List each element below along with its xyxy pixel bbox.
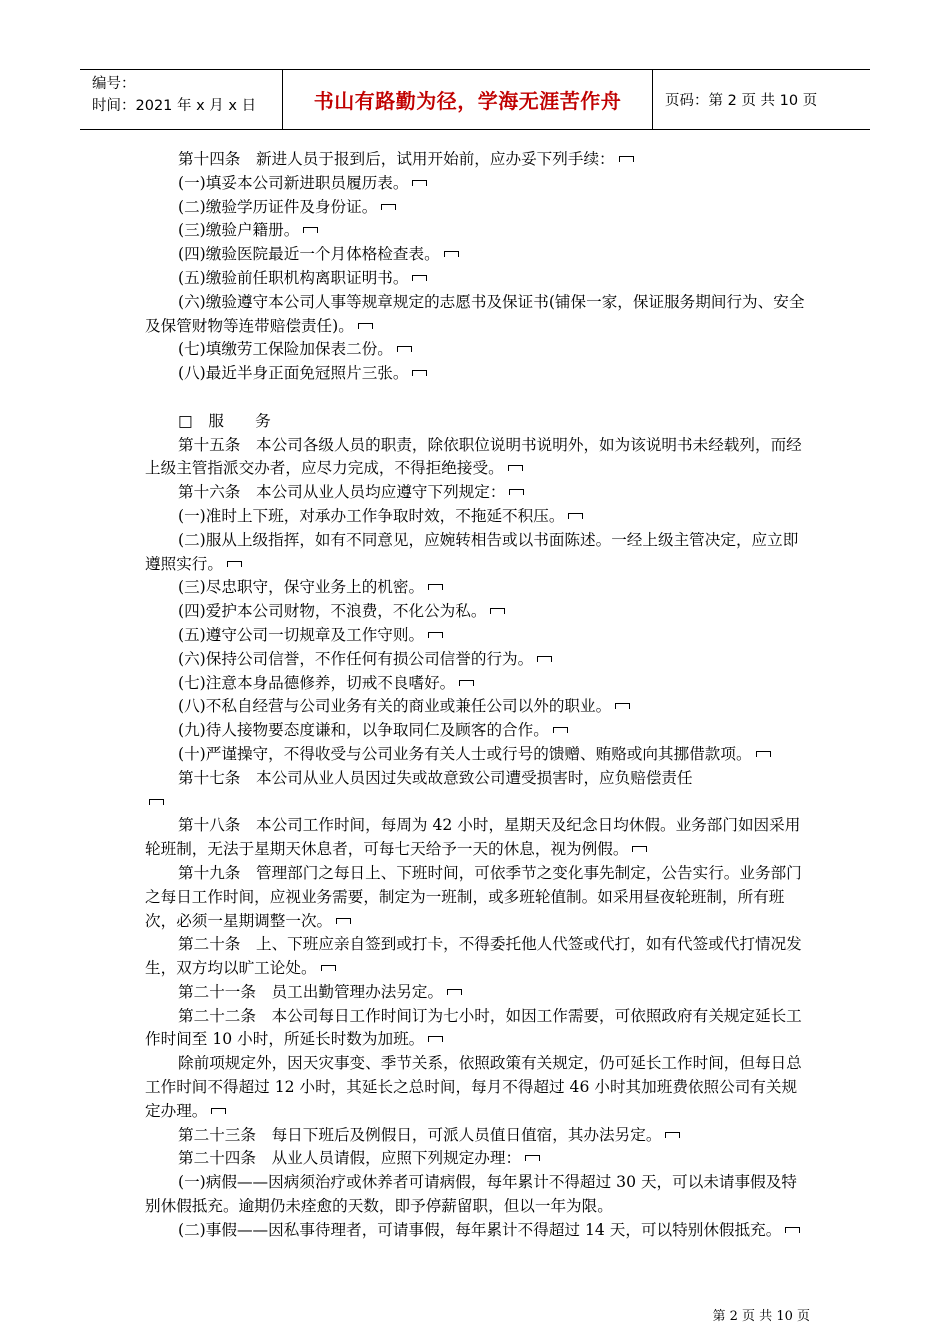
paragraph <box>145 338 810 362</box>
paragraph <box>145 1005 810 1053</box>
paragraph-mark-icon <box>321 965 336 971</box>
paragraph-mark-icon <box>381 204 396 210</box>
paragraph <box>145 814 810 862</box>
header-motto: 书山有路勤为径，学海无涯苦作舟 <box>283 70 653 129</box>
paragraph-mark-icon <box>508 465 523 471</box>
paragraph-text: 第十五条 本公司各级人员的职责，除依职位说明书说明外，如为该说明书未经载列，而经上级主管指派交办者，应尽力完成，不得拒绝接受。 <box>145 435 802 478</box>
paragraph-mark-icon <box>358 323 373 329</box>
paragraph-text: (四)缴验医院最近一个月体格检查表。 <box>178 245 440 264</box>
blank-line <box>145 386 810 410</box>
paragraph <box>145 576 810 600</box>
paragraph-text: (二)缴验学历证件及身份证。 <box>178 197 378 216</box>
paragraph-mark-icon <box>428 632 443 638</box>
document-date: 时间：2021 年 x 月 x 日 <box>92 98 257 114</box>
paragraph-text: (二)事假——因私事待理者，可请事假，每年累计不得超过 14 天，可以特别休假抵充。 <box>178 1220 782 1239</box>
paragraph-text: 第十六条 本公司从业人员均应遵守下列规定： <box>178 483 506 502</box>
paragraph-mark-icon <box>149 799 164 805</box>
paragraph-text: (五)缴验前任职机构离职证明书。 <box>178 268 409 287</box>
paragraph <box>145 767 810 791</box>
paragraph-text: (七)注意本身品德修养，切戒不良嗜好。 <box>178 673 456 692</box>
paragraph-text: (六)缴验遵守本公司人事等规章规定的志愿书及保证书(铺保一家，保证服务期间行为、安全及保管财物等连带赔偿责任)。 <box>145 292 805 335</box>
header-meta <box>80 70 283 129</box>
paragraph-mark-icon <box>336 918 351 924</box>
paragraph-mark-icon <box>459 680 474 686</box>
paragraph-mark-icon <box>428 584 443 590</box>
paragraph-mark-icon <box>553 727 568 733</box>
paragraph-mark-icon <box>615 703 630 709</box>
paragraph-text: 第二十二条 本公司每日工作时间订为七小时，如因工作需要，可依照政府有关规定延长工作时间至 10 小时，所延长时数为加班。 <box>145 1006 802 1049</box>
paragraph <box>145 196 810 220</box>
paragraph-text: (三)缴验户籍册。 <box>178 221 300 240</box>
paragraph-text: (九)待人接物要态度谦和，以争取同仁及顾客的合作。 <box>178 721 549 740</box>
paragraph-text: (三)尽忠职守，保守业务上的机密。 <box>178 578 425 597</box>
page-header <box>80 69 870 130</box>
paragraph <box>145 648 810 672</box>
paragraph <box>145 148 810 172</box>
paragraph-text: 第二十四条 从业人员请假，应照下列规定办理： <box>178 1149 522 1168</box>
header-page-number: 页码：第 2 页 共 10 页 <box>665 93 818 109</box>
paragraph-text: 第二十三条 每日下班后及例假日，可派人员值日值宿，其办法另定。 <box>178 1125 662 1144</box>
paragraph <box>145 672 810 696</box>
paragraph <box>145 291 810 339</box>
paragraph <box>145 434 810 482</box>
paragraph <box>145 362 810 386</box>
paragraph-text: (八)最近半身正面免冠照片三张。 <box>178 364 409 383</box>
paragraph-text: (四)爱护本公司财物，不浪费，不化公为私。 <box>178 602 487 621</box>
paragraph <box>145 1147 810 1171</box>
paragraph <box>145 933 810 981</box>
paragraph <box>145 219 810 243</box>
paragraph <box>145 1124 810 1148</box>
paragraph-mark-icon <box>632 846 647 852</box>
paragraph-text: (八)不私自经营与公司业务有关的商业或兼任公司以外的职业。 <box>178 697 612 716</box>
paragraph-mark-icon <box>537 656 552 662</box>
paragraph-text: 除前项规定外，因天灾事变、季节关系，依照政策有关规定，仍可延长工作时间，但每日总工作时间不得超过 12 小时，其延长之总时间，每月不得超过 46 小时其加班费依照公司有关规定办理。 <box>145 1054 802 1120</box>
paragraph-text: (七)填缴劳工保险加保表二份。 <box>178 340 393 359</box>
paragraph <box>145 505 810 529</box>
paragraph <box>145 172 810 196</box>
paragraph-text: (一)填妥本公司新进职员履历表。 <box>178 173 409 192</box>
paragraph-mark-icon <box>444 251 459 257</box>
paragraph-text: (一)准时上下班，对承办工作争取时效，不拖延不积压。 <box>178 506 565 525</box>
paragraph <box>145 624 810 648</box>
paragraph <box>145 862 810 933</box>
paragraph-text: (二)服从上级指挥，如有不同意见，应婉转相告或以书面陈述。一经上级主管决定，应立即遵照实行。 <box>145 530 799 573</box>
paragraph-text: (一)病假——因病须治疗或休养者可请病假，每年累计不得超过 30 天，可以未请事假及特别休假抵充。逾期仍未痊愈的天数，即予停薪留职，但以一年为限。 <box>145 1173 797 1216</box>
paragraph-text: 第二十条 上、下班应亲自签到或打卡，不得委托他人代签或代打，如有代签或代打情况发生，双方均以旷工论处。 <box>145 935 802 978</box>
paragraph-mark-icon <box>412 275 427 281</box>
paragraph <box>145 719 810 743</box>
paragraph <box>145 529 810 577</box>
paragraph-text: 第十九条 管理部门之每日上、下班时间，可依季节之变化事先制定，公告实行。业务部门之每日工作时间，应视业务需要，制定为一班制，或多班轮值制。如采用昼夜轮班制，所有班次，必须一星期调整一次。 <box>145 863 802 930</box>
paragraph <box>145 1171 810 1219</box>
paragraph <box>145 481 810 505</box>
paragraph <box>145 695 810 719</box>
paragraph-text: (十)严谨操守，不得收受与公司业务有关人士或行号的馈赠、贿赂或向其挪借款项。 <box>178 744 752 763</box>
paragraph-text: 第十八条 本公司工作时间，每周为 42 小时，星期天及纪念日均休假。业务部门如因采用轮班制，无法于星期天休息者，可每七天给予一天的休息，视为例假。 <box>145 816 801 859</box>
paragraph <box>145 791 810 815</box>
paragraph-mark-icon <box>619 156 634 162</box>
paragraph <box>145 267 810 291</box>
paragraph <box>145 410 810 434</box>
paragraph-mark-icon <box>525 1155 540 1161</box>
paragraph-mark-icon <box>509 489 524 495</box>
paragraph-mark-icon <box>568 513 583 519</box>
paragraph-text: (五)遵守公司一切规章及工作守则。 <box>178 625 425 644</box>
paragraph <box>145 1052 810 1123</box>
paragraph-text: (六)保持公司信誉，不作任何有损公司信誉的行为。 <box>178 649 534 668</box>
document-body <box>145 148 810 1243</box>
paragraph <box>145 1219 810 1243</box>
paragraph-text: □ 服 务 <box>178 411 271 430</box>
paragraph-text: 第二十一条 员工出勤管理办法另定。 <box>178 982 444 1001</box>
paragraph-text: 第十四条 新进人员于报到后，试用开始前，应办妥下列手续： <box>178 150 615 168</box>
paragraph-mark-icon <box>412 370 427 376</box>
document-number: 编号： <box>92 76 136 92</box>
paragraph-mark-icon <box>665 1132 680 1138</box>
paragraph <box>145 243 810 267</box>
paragraph <box>145 600 810 624</box>
paragraph-mark-icon <box>490 608 505 614</box>
paragraph <box>145 743 810 767</box>
paragraph-mark-icon <box>303 227 318 233</box>
paragraph-mark-icon <box>412 180 427 186</box>
paragraph-mark-icon <box>428 1036 443 1042</box>
paragraph-mark-icon <box>447 989 462 995</box>
paragraph-mark-icon <box>211 1108 226 1114</box>
paragraph-mark-icon <box>227 561 242 567</box>
paragraph <box>145 981 810 1005</box>
paragraph-mark-icon <box>397 346 412 352</box>
paragraph-text: 第十七条 本公司从业人员因过失或故意致公司遭受损害时，应负赔偿责任 <box>178 768 693 787</box>
page-footer: 第 2 页 共 10 页 <box>712 1309 810 1324</box>
paragraph-mark-icon <box>756 751 771 757</box>
paragraph-mark-icon <box>785 1227 800 1233</box>
